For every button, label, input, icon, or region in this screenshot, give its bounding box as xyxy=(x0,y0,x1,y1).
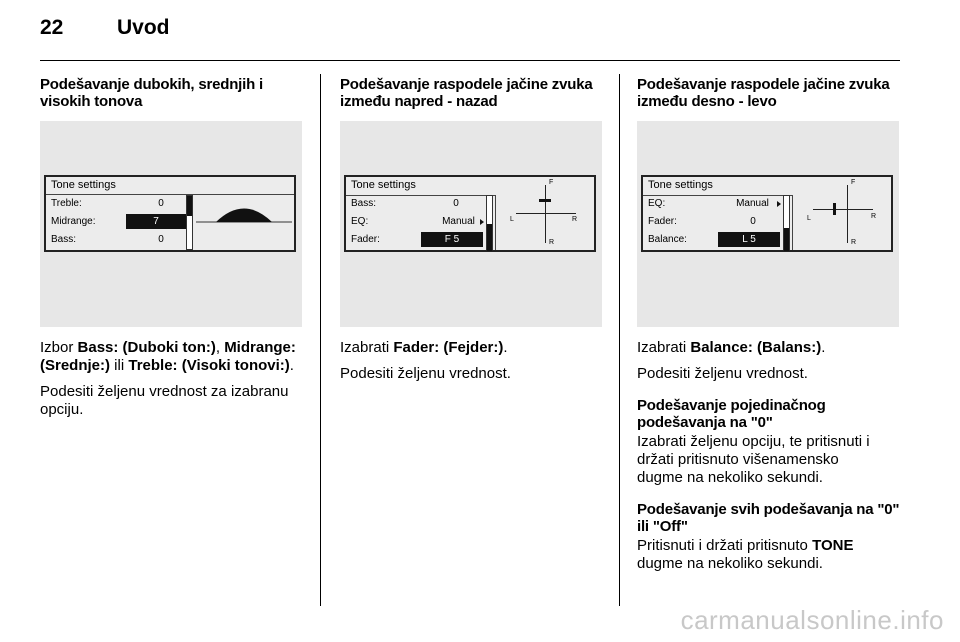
row-label: Bass: xyxy=(51,234,77,245)
column-tone-bands xyxy=(40,76,308,427)
scrollbar xyxy=(186,195,193,250)
section-heading: Podešavanje raspodele jačine zvuka između desno - levo xyxy=(637,76,890,110)
scrollbar xyxy=(783,195,790,250)
row-value-selected: L 5 xyxy=(718,232,780,247)
panel-title: Tone settings xyxy=(351,179,416,191)
instruction-adjust: Podesiti željenu vrednost. xyxy=(340,365,511,382)
tone-settings-panel xyxy=(44,175,296,252)
fader-row: Fader: 0 xyxy=(648,216,756,227)
panel-title: Tone settings xyxy=(648,179,713,191)
section-heading: Podešavanje svih podešavanja na "0" ili "Off" xyxy=(637,501,900,535)
row-value: 0 xyxy=(158,198,164,209)
crosshair-vertical xyxy=(847,185,848,243)
balance-crosshair: F L R R xyxy=(807,179,877,246)
crosshair-horizontal xyxy=(813,209,873,210)
list-frame xyxy=(643,195,793,250)
page-number: 22 xyxy=(40,16,64,39)
eq-row: EQ: Manual xyxy=(643,195,793,213)
fader-marker xyxy=(539,199,551,202)
treble-row xyxy=(46,195,196,213)
watermark: carmanualsonline.info xyxy=(680,605,944,635)
bass-row xyxy=(46,231,196,249)
eq-curve-graphic xyxy=(196,195,292,250)
crosshair-horizontal xyxy=(516,213,576,214)
midrange-row xyxy=(46,213,196,231)
column-divider-1 xyxy=(320,74,321,606)
row-value-selected: 7 xyxy=(126,214,186,229)
instruction-adjust: Podesiti željenu vrednost. xyxy=(637,365,808,382)
page-title: Uvod xyxy=(117,16,170,39)
scroll-thumb xyxy=(784,228,789,251)
reset-all-section xyxy=(637,501,903,573)
column-divider-2 xyxy=(619,74,620,606)
scroll-thumb xyxy=(187,196,192,216)
reset-single-section xyxy=(637,397,903,487)
section-heading: Podešavanje pojedinačnog podešavanja na "0" xyxy=(637,397,826,431)
fader-crosshair: F L R R xyxy=(510,179,578,246)
row-label: Treble: xyxy=(51,198,82,209)
scrollbar xyxy=(486,195,493,250)
tone-settings-panel xyxy=(641,175,893,252)
panel-title: Tone settings xyxy=(46,177,294,195)
row-value: 0 xyxy=(158,234,164,245)
crosshair-vertical xyxy=(545,185,546,243)
instruction-select: Izabrati Balance: (Balans:). xyxy=(637,339,826,356)
row-label: Midrange: xyxy=(51,216,96,227)
row-value-selected: F 5 xyxy=(421,232,483,247)
screen-illustration xyxy=(637,121,899,327)
column-balance xyxy=(637,76,903,581)
tone-settings-panel xyxy=(344,175,596,252)
header-divider xyxy=(40,60,900,61)
balance-marker xyxy=(833,203,836,215)
screen-illustration xyxy=(40,121,302,327)
section-text: Izabrati željenu opciju, te pritisnuti i držati pritisnuto višenamensko dugme na nekoliko sekundi. xyxy=(637,433,870,486)
balance-row: Balance: L 5 xyxy=(643,231,793,249)
fader-row: Fader: F 5 xyxy=(346,231,496,249)
instruction-select: Izbor Bass: (Duboki ton:), Midrange: (Srednje:) ili Treble: (Visoki tonovi:). xyxy=(40,339,296,374)
section-text: Pritisnuti i držati pritisnuto TONE dugme na nekoliko sekundi. xyxy=(637,537,854,572)
eq-row: EQ: Manual xyxy=(346,213,496,231)
list-frame xyxy=(346,195,496,250)
bass-row: Bass: 0 xyxy=(351,198,459,209)
scroll-thumb xyxy=(487,224,492,251)
column-fader xyxy=(340,76,608,391)
instruction-adjust: Podesiti željenu vrednost za izabranu opciju. xyxy=(40,383,289,418)
section-heading: Podešavanje raspodele jačine zvuka između napred - nazad xyxy=(340,76,593,110)
section-heading: Podešavanje dubokih, srednjih i visokih tonova xyxy=(40,76,264,110)
instruction-select: Izabrati Fader: (Fejder:). xyxy=(340,339,508,356)
screen-illustration xyxy=(340,121,602,327)
